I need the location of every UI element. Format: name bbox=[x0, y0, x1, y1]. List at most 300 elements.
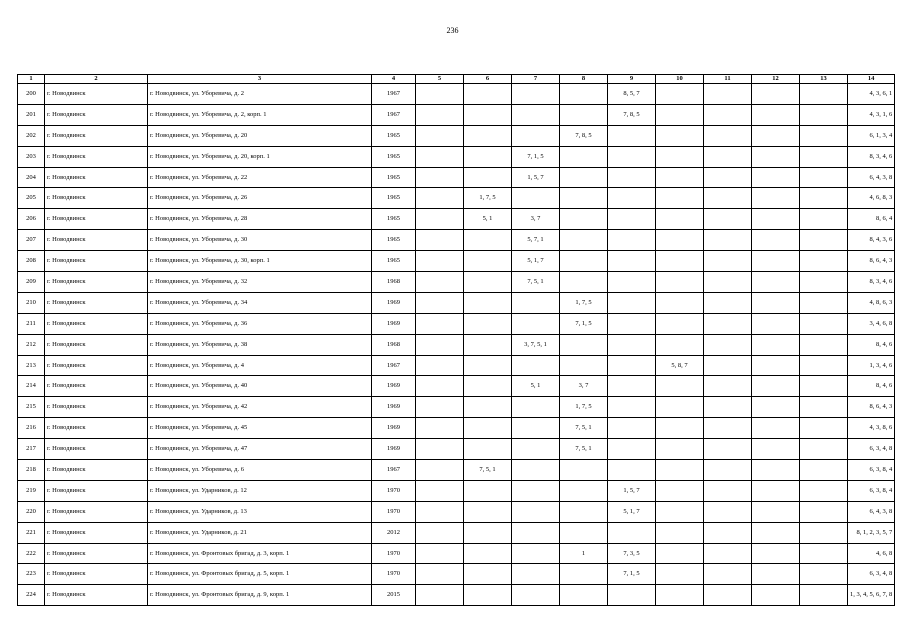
table-cell bbox=[800, 376, 848, 397]
table-cell: г. Новодвинск, ул. Уборевича, д. 32 bbox=[148, 272, 372, 293]
table-cell: 1970 bbox=[372, 564, 416, 585]
table-cell bbox=[752, 355, 800, 376]
table-cell: 200 bbox=[18, 84, 45, 105]
table-cell: 4, 8, 6, 3 bbox=[848, 292, 895, 313]
table-cell bbox=[512, 501, 560, 522]
table-cell bbox=[800, 397, 848, 418]
table-cell bbox=[608, 418, 656, 439]
table-cell: г. Новодвинск bbox=[45, 480, 148, 501]
table-cell bbox=[800, 313, 848, 334]
table-cell: 6, 3, 4, 8 bbox=[848, 564, 895, 585]
table-cell bbox=[512, 439, 560, 460]
table-cell: г. Новодвинск, ул. Фронтовых бригад, д. 5, корп. 1 bbox=[148, 564, 372, 585]
table-cell bbox=[512, 188, 560, 209]
table-row bbox=[18, 585, 895, 606]
table-cell bbox=[752, 230, 800, 251]
table-cell bbox=[560, 104, 608, 125]
table-cell: 6, 4, 3, 8 bbox=[848, 501, 895, 522]
table-cell bbox=[800, 334, 848, 355]
table-row bbox=[18, 313, 895, 334]
table-cell bbox=[800, 292, 848, 313]
table-cell bbox=[464, 104, 512, 125]
table-cell: г. Новодвинск bbox=[45, 84, 148, 105]
table-cell bbox=[464, 272, 512, 293]
table-cell bbox=[656, 501, 704, 522]
table-row bbox=[18, 355, 895, 376]
table-cell bbox=[656, 292, 704, 313]
table-cell: 7, 5, 1 bbox=[560, 439, 608, 460]
table-cell bbox=[656, 564, 704, 585]
table-cell: 1969 bbox=[372, 439, 416, 460]
table-cell: г. Новодвинск bbox=[45, 334, 148, 355]
column-header: 4 bbox=[372, 75, 416, 84]
table-cell bbox=[752, 334, 800, 355]
table-cell bbox=[512, 585, 560, 606]
table-cell: 1968 bbox=[372, 334, 416, 355]
table-cell: 1969 bbox=[372, 313, 416, 334]
table-cell: 7, 1, 5 bbox=[560, 313, 608, 334]
table-cell bbox=[704, 355, 752, 376]
table-cell: г. Новодвинск bbox=[45, 167, 148, 188]
table-cell: 5, 1, 7 bbox=[608, 501, 656, 522]
table-row bbox=[18, 104, 895, 125]
table-cell bbox=[752, 522, 800, 543]
table-row bbox=[18, 543, 895, 564]
column-header: 11 bbox=[704, 75, 752, 84]
table-cell bbox=[608, 146, 656, 167]
table-cell: г. Новодвинск, ул. Ударников, д. 13 bbox=[148, 501, 372, 522]
table-row bbox=[18, 209, 895, 230]
column-header: 9 bbox=[608, 75, 656, 84]
table-cell bbox=[464, 355, 512, 376]
table-row bbox=[18, 439, 895, 460]
table-cell bbox=[608, 209, 656, 230]
table-cell: г. Новодвинск bbox=[45, 376, 148, 397]
table-cell bbox=[416, 334, 464, 355]
table-cell bbox=[464, 292, 512, 313]
table-cell: 4, 3, 8, 6 bbox=[848, 418, 895, 439]
table-cell bbox=[416, 480, 464, 501]
column-header: 3 bbox=[148, 75, 372, 84]
table-cell bbox=[560, 230, 608, 251]
table-cell bbox=[608, 230, 656, 251]
table-cell: 1965 bbox=[372, 251, 416, 272]
table-cell bbox=[464, 125, 512, 146]
table-row bbox=[18, 480, 895, 501]
table-cell bbox=[608, 460, 656, 481]
table-cell: г. Новодвинск bbox=[45, 209, 148, 230]
table-cell: 219 bbox=[18, 480, 45, 501]
table-cell bbox=[704, 501, 752, 522]
table-cell bbox=[656, 522, 704, 543]
table-cell: 8, 1, 2, 3, 5, 7 bbox=[848, 522, 895, 543]
table-cell: 1967 bbox=[372, 84, 416, 105]
table-cell: г. Новодвинск, ул. Уборевича, д. 22 bbox=[148, 167, 372, 188]
table-cell bbox=[416, 355, 464, 376]
table-cell: 1, 5, 7 bbox=[512, 167, 560, 188]
table-cell: 6, 4, 3, 8 bbox=[848, 167, 895, 188]
table-cell bbox=[704, 397, 752, 418]
table-cell: 4, 6, 8, 3 bbox=[848, 188, 895, 209]
column-header: 10 bbox=[656, 75, 704, 84]
table-cell bbox=[752, 292, 800, 313]
table-cell bbox=[464, 585, 512, 606]
table-row bbox=[18, 334, 895, 355]
table-cell bbox=[416, 397, 464, 418]
table-cell: 7, 8, 5 bbox=[608, 104, 656, 125]
table-cell bbox=[800, 167, 848, 188]
table-cell: г. Новодвинск, ул. Ударников, д. 12 bbox=[148, 480, 372, 501]
table-cell bbox=[608, 313, 656, 334]
table-cell bbox=[512, 292, 560, 313]
table-cell: 1, 7, 5 bbox=[560, 397, 608, 418]
table-cell: 1969 bbox=[372, 397, 416, 418]
table-cell bbox=[464, 146, 512, 167]
column-header: 13 bbox=[800, 75, 848, 84]
table-cell bbox=[800, 230, 848, 251]
table-cell bbox=[752, 125, 800, 146]
table-cell bbox=[800, 480, 848, 501]
table-cell bbox=[416, 313, 464, 334]
table-cell: 1970 bbox=[372, 501, 416, 522]
table-cell bbox=[464, 564, 512, 585]
table-cell bbox=[512, 84, 560, 105]
table-cell: 1, 3, 4, 5, 6, 7, 8 bbox=[848, 585, 895, 606]
table-cell: г. Новодвинск bbox=[45, 251, 148, 272]
table-cell: г. Новодвинск bbox=[45, 501, 148, 522]
table-cell: 3, 4, 6, 8 bbox=[848, 313, 895, 334]
table-cell bbox=[656, 334, 704, 355]
table-cell bbox=[656, 188, 704, 209]
table-cell bbox=[560, 460, 608, 481]
table-cell bbox=[704, 292, 752, 313]
table-cell bbox=[752, 501, 800, 522]
table-row bbox=[18, 292, 895, 313]
table-cell bbox=[416, 439, 464, 460]
table-cell: 1 bbox=[560, 543, 608, 564]
table-cell bbox=[752, 167, 800, 188]
table-cell: 1965 bbox=[372, 230, 416, 251]
table-cell bbox=[704, 251, 752, 272]
table-cell: г. Новодвинск, ул. Уборевича, д. 6 bbox=[148, 460, 372, 481]
table-cell: 1969 bbox=[372, 292, 416, 313]
table-cell bbox=[752, 543, 800, 564]
table-cell bbox=[656, 230, 704, 251]
table-cell: 7, 5, 1 bbox=[560, 418, 608, 439]
table-cell bbox=[416, 564, 464, 585]
table-cell bbox=[752, 418, 800, 439]
table-cell bbox=[704, 167, 752, 188]
table-cell bbox=[416, 272, 464, 293]
table-cell bbox=[752, 104, 800, 125]
table-cell bbox=[656, 480, 704, 501]
table-cell bbox=[416, 418, 464, 439]
table-cell: 1967 bbox=[372, 460, 416, 481]
table-cell bbox=[656, 460, 704, 481]
table-cell: г. Новодвинск bbox=[45, 146, 148, 167]
table-cell: 221 bbox=[18, 522, 45, 543]
table-cell bbox=[560, 564, 608, 585]
table-cell: 206 bbox=[18, 209, 45, 230]
schedule-table bbox=[17, 74, 895, 606]
table-cell: 1, 3, 4, 6 bbox=[848, 355, 895, 376]
table-cell bbox=[704, 585, 752, 606]
table-cell bbox=[464, 167, 512, 188]
table-cell bbox=[656, 125, 704, 146]
table-cell: 205 bbox=[18, 188, 45, 209]
table-cell: 7, 8, 5 bbox=[560, 125, 608, 146]
table-cell bbox=[800, 543, 848, 564]
table-cell bbox=[416, 460, 464, 481]
table-cell bbox=[800, 125, 848, 146]
column-header: 8 bbox=[560, 75, 608, 84]
table-cell: г. Новодвинск bbox=[45, 585, 148, 606]
table-cell bbox=[800, 146, 848, 167]
table-cell bbox=[704, 188, 752, 209]
table-cell: 211 bbox=[18, 313, 45, 334]
table-cell: 7, 3, 5 bbox=[608, 543, 656, 564]
table-cell bbox=[800, 418, 848, 439]
table-cell: 213 bbox=[18, 355, 45, 376]
table-cell bbox=[800, 439, 848, 460]
table-cell bbox=[560, 251, 608, 272]
table-cell bbox=[656, 543, 704, 564]
table-cell: 8, 6, 4 bbox=[848, 209, 895, 230]
table-cell: г. Новодвинск bbox=[45, 313, 148, 334]
table-cell bbox=[608, 585, 656, 606]
table-cell bbox=[800, 355, 848, 376]
table-cell: 8, 5, 7 bbox=[608, 84, 656, 105]
table-cell bbox=[464, 251, 512, 272]
table-cell bbox=[608, 376, 656, 397]
table-cell bbox=[800, 585, 848, 606]
table-cell: 5, 1, 7 bbox=[512, 251, 560, 272]
table-cell: 6, 1, 3, 4 bbox=[848, 125, 895, 146]
table-cell: г. Новодвинск, ул. Уборевича, д. 40 bbox=[148, 376, 372, 397]
table-cell bbox=[512, 564, 560, 585]
table-cell bbox=[416, 125, 464, 146]
table-cell: г. Новодвинск, ул. Уборевича, д. 36 bbox=[148, 313, 372, 334]
table-cell bbox=[752, 585, 800, 606]
table-cell bbox=[800, 251, 848, 272]
table-cell: 212 bbox=[18, 334, 45, 355]
table-cell bbox=[752, 188, 800, 209]
table-row bbox=[18, 418, 895, 439]
table-cell: 5, 7, 1 bbox=[512, 230, 560, 251]
table-cell: г. Новодвинск, ул. Фронтовых бригад, д. 3, корп. 1 bbox=[148, 543, 372, 564]
table-cell: г. Новодвинск, ул. Уборевича, д. 2 bbox=[148, 84, 372, 105]
table-cell bbox=[512, 480, 560, 501]
table-cell bbox=[560, 355, 608, 376]
table-cell: 1965 bbox=[372, 125, 416, 146]
table-row bbox=[18, 146, 895, 167]
table-cell: 1965 bbox=[372, 167, 416, 188]
table-cell bbox=[512, 543, 560, 564]
table-cell bbox=[560, 167, 608, 188]
table-cell: 1969 bbox=[372, 376, 416, 397]
table-row bbox=[18, 564, 895, 585]
table-cell bbox=[560, 585, 608, 606]
table-cell bbox=[656, 397, 704, 418]
table-cell bbox=[464, 501, 512, 522]
table-cell bbox=[512, 104, 560, 125]
table-cell: г. Новодвинск, ул. Уборевича, д. 30, корп. 1 bbox=[148, 251, 372, 272]
table-cell: 1, 7, 5 bbox=[464, 188, 512, 209]
table-row bbox=[18, 125, 895, 146]
table-body bbox=[18, 84, 895, 606]
page-number: 236 bbox=[446, 26, 459, 35]
table-cell bbox=[608, 334, 656, 355]
table-cell: г. Новодвинск, ул. Уборевича, д. 2, корп. 1 bbox=[148, 104, 372, 125]
table-cell bbox=[704, 460, 752, 481]
table-cell: 1, 5, 7 bbox=[608, 480, 656, 501]
table-cell bbox=[752, 480, 800, 501]
table-cell bbox=[608, 167, 656, 188]
table-cell: 4, 3, 6, 1 bbox=[848, 84, 895, 105]
table-cell bbox=[800, 564, 848, 585]
table-cell: 202 bbox=[18, 125, 45, 146]
table-cell bbox=[704, 564, 752, 585]
table-cell bbox=[608, 439, 656, 460]
table-cell bbox=[656, 418, 704, 439]
table-cell bbox=[704, 522, 752, 543]
table-cell: г. Новодвинск bbox=[45, 460, 148, 481]
table-cell: 8, 4, 6 bbox=[848, 376, 895, 397]
table-cell bbox=[800, 84, 848, 105]
table-cell: 5, 1 bbox=[464, 209, 512, 230]
table-cell bbox=[704, 104, 752, 125]
table-cell bbox=[656, 209, 704, 230]
table-cell bbox=[752, 313, 800, 334]
table-cell bbox=[800, 522, 848, 543]
table-cell bbox=[560, 209, 608, 230]
table-cell bbox=[560, 84, 608, 105]
table-cell bbox=[704, 230, 752, 251]
table-cell: 209 bbox=[18, 272, 45, 293]
table-row bbox=[18, 84, 895, 105]
table-row bbox=[18, 251, 895, 272]
table-cell: г. Новодвинск, ул. Ударников, д. 21 bbox=[148, 522, 372, 543]
table-cell: г. Новодвинск bbox=[45, 522, 148, 543]
table-cell: г. Новодвинск, ул. Уборевича, д. 45 bbox=[148, 418, 372, 439]
table-cell bbox=[416, 146, 464, 167]
table-cell: г. Новодвинск, ул. Уборевича, д. 20, корп. 1 bbox=[148, 146, 372, 167]
table-cell bbox=[656, 313, 704, 334]
table-cell bbox=[752, 564, 800, 585]
table-cell bbox=[800, 209, 848, 230]
table-cell: г. Новодвинск bbox=[45, 104, 148, 125]
table-cell bbox=[416, 543, 464, 564]
table-cell bbox=[704, 376, 752, 397]
table-cell bbox=[800, 188, 848, 209]
table-cell bbox=[464, 418, 512, 439]
table-cell bbox=[704, 543, 752, 564]
table-cell bbox=[704, 313, 752, 334]
table-row bbox=[18, 188, 895, 209]
table-cell bbox=[512, 355, 560, 376]
table-cell bbox=[608, 522, 656, 543]
table-cell bbox=[656, 439, 704, 460]
table-cell bbox=[656, 376, 704, 397]
table-cell bbox=[464, 522, 512, 543]
table-cell: 1967 bbox=[372, 355, 416, 376]
table-cell: г. Новодвинск bbox=[45, 418, 148, 439]
table-cell bbox=[608, 355, 656, 376]
table-cell bbox=[656, 84, 704, 105]
table-cell: 1970 bbox=[372, 480, 416, 501]
table-cell bbox=[416, 376, 464, 397]
table-cell: 1965 bbox=[372, 146, 416, 167]
table-cell bbox=[704, 209, 752, 230]
table-cell bbox=[656, 167, 704, 188]
table-row bbox=[18, 501, 895, 522]
table-cell: г. Новодвинск bbox=[45, 439, 148, 460]
table-cell bbox=[752, 376, 800, 397]
table-row bbox=[18, 460, 895, 481]
table-cell: 207 bbox=[18, 230, 45, 251]
table-cell: г. Новодвинск, ул. Уборевича, д. 42 bbox=[148, 397, 372, 418]
table-cell bbox=[800, 104, 848, 125]
table-cell: г. Новодвинск bbox=[45, 564, 148, 585]
table-cell: 5, 1 bbox=[512, 376, 560, 397]
table-row bbox=[18, 376, 895, 397]
table-cell: г. Новодвинск bbox=[45, 272, 148, 293]
table-cell bbox=[512, 313, 560, 334]
table-cell: 5, 8, 7 bbox=[656, 355, 704, 376]
table-cell bbox=[704, 146, 752, 167]
column-header: 2 bbox=[45, 75, 148, 84]
table-cell bbox=[416, 522, 464, 543]
column-header: 5 bbox=[416, 75, 464, 84]
table-cell: 2012 bbox=[372, 522, 416, 543]
table-cell bbox=[608, 188, 656, 209]
table-row bbox=[18, 230, 895, 251]
table-cell: 204 bbox=[18, 167, 45, 188]
table-cell: 8, 3, 4, 6 bbox=[848, 146, 895, 167]
table-cell bbox=[560, 522, 608, 543]
table-cell: г. Новодвинск, ул. Уборевича, д. 38 bbox=[148, 334, 372, 355]
table-cell bbox=[416, 251, 464, 272]
table-cell: г. Новодвинск bbox=[45, 355, 148, 376]
column-header: 12 bbox=[752, 75, 800, 84]
table-cell bbox=[560, 188, 608, 209]
table-cell bbox=[512, 418, 560, 439]
table-cell bbox=[704, 125, 752, 146]
table-cell: 217 bbox=[18, 439, 45, 460]
table-cell bbox=[656, 251, 704, 272]
table-cell: 3, 7 bbox=[560, 376, 608, 397]
table-cell: 1, 7, 5 bbox=[560, 292, 608, 313]
table-cell: г. Новодвинск, ул. Уборевича, д. 34 bbox=[148, 292, 372, 313]
table-cell bbox=[800, 272, 848, 293]
table-cell bbox=[512, 397, 560, 418]
table-cell bbox=[416, 230, 464, 251]
table-cell bbox=[560, 480, 608, 501]
table-row bbox=[18, 167, 895, 188]
table-cell bbox=[752, 272, 800, 293]
table-cell bbox=[704, 334, 752, 355]
table-cell bbox=[752, 209, 800, 230]
table-cell: 1969 bbox=[372, 418, 416, 439]
table-cell bbox=[416, 167, 464, 188]
table-cell bbox=[656, 104, 704, 125]
table-cell: 1968 bbox=[372, 272, 416, 293]
header-row bbox=[18, 75, 895, 84]
table-cell bbox=[464, 334, 512, 355]
table-cell bbox=[560, 334, 608, 355]
table-cell: г. Новодвинск, ул. Уборевича, д. 30 bbox=[148, 230, 372, 251]
table-cell: 222 bbox=[18, 543, 45, 564]
